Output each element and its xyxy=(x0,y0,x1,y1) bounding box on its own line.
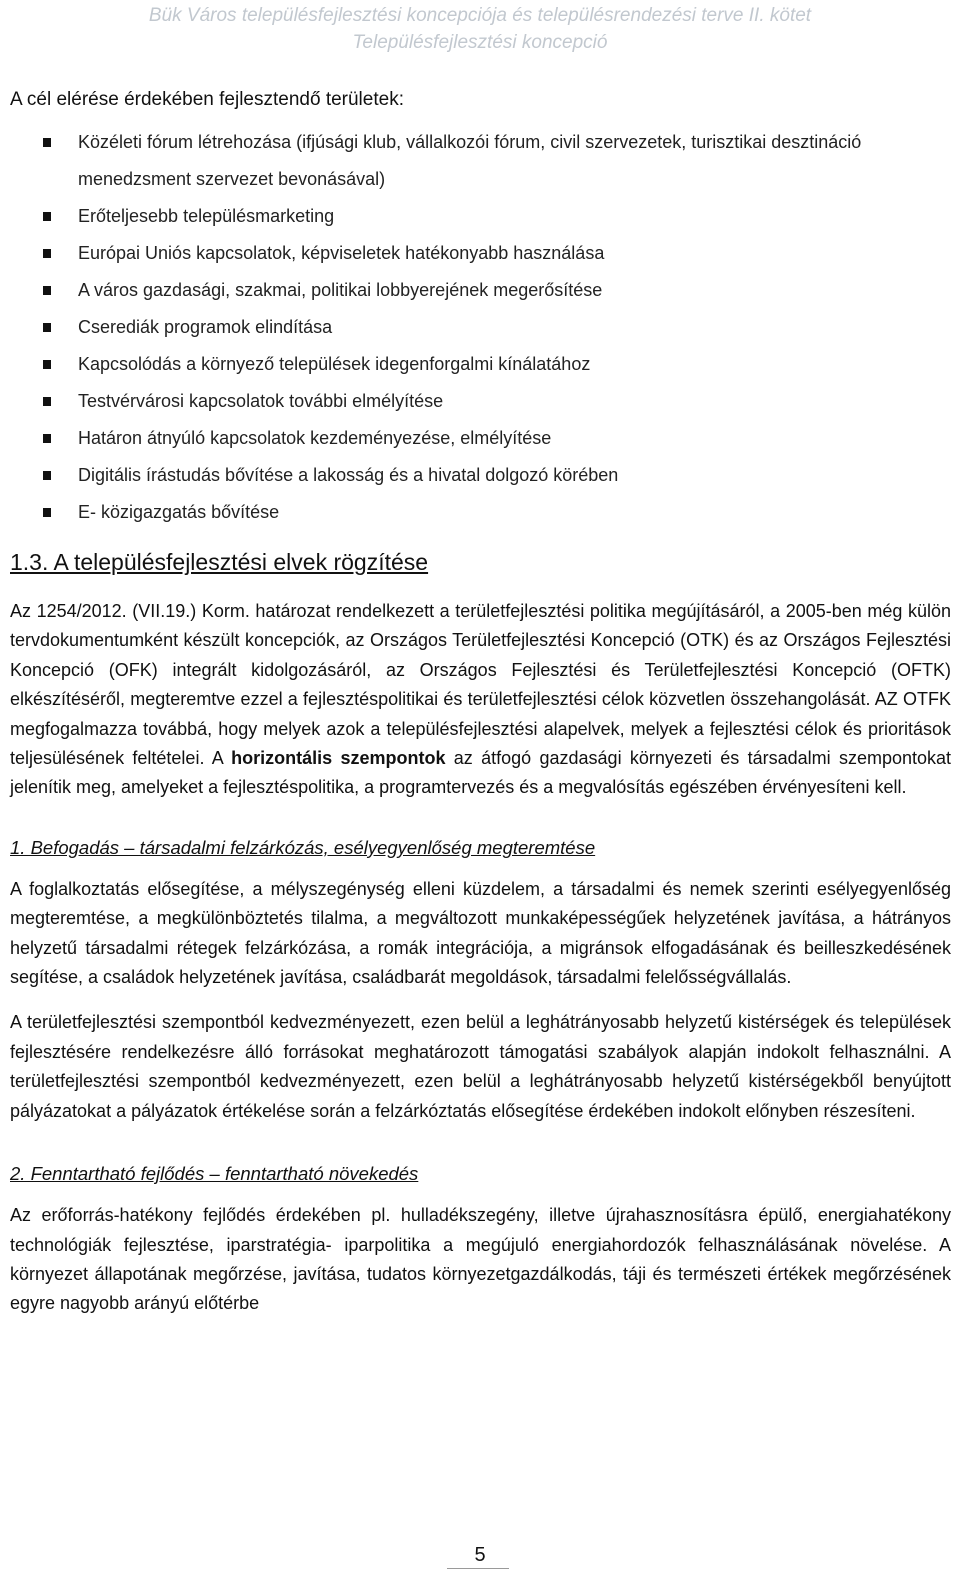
list-item-text: Kapcsolódás a környező települések idegenforgalmi kínálatához xyxy=(78,354,591,374)
page-number: 5 xyxy=(474,1544,486,1566)
square-bullet-icon xyxy=(43,360,51,369)
list-item xyxy=(10,272,951,309)
paragraph: A foglalkoztatás elősegítése, a mélyszegénység elleni küzdelem, a társadalmi és nemek szerinti esélyegyenlőség megteremtése, a megkülönböztetés tilalma, a megváltozott munkaképességűek helyzetének javítása, a hátrányos helyzetű társadalmi rétegek felzárkózása, a romák integrációja, a migránsok elfogadásának és beilleszkedésének segítése, a családok helyzetének javítása, családbarát megoldások, társadalmi felelősségvállalás. xyxy=(10,878,951,988)
section-heading: 1.3. A településfejlesztési elvek rögzítése xyxy=(10,549,429,575)
square-bullet-icon xyxy=(43,397,51,406)
square-bullet-icon xyxy=(43,286,51,295)
list-item-text: Közéleti fórum létrehozása (ifjúsági klub, vállalkozói fórum, civil szervezetek, turisztikai desztináció menedzsment szervezet bevonásával) xyxy=(78,132,862,189)
list-item xyxy=(10,309,951,346)
list-item xyxy=(10,235,951,272)
header-subtitle: Településfejlesztési koncepció xyxy=(352,32,608,53)
paragraph-text: Az 1254/2012. (VII.19.) Korm. határozat rendelkezett a területfejlesztési politika megújításáról, a 2005-ben még külön tervdokumentumként készült koncepciók, az Országos Területfejlesztési Koncepció (OTK) és az Országos Fejlesztési Koncepció (OFK) integrált kidolgozásáról, az Országos Fejlesztési és Területfejlesztési Koncepció (OFTK) elkészítéséről, megteremtve ezzel a fejlesztéspolitikai és területfejlesztési célok közvetlen összehangolását. AZ OTFK megfogalmazza továbbá, hogy melyek azok a településfejlesztési alapelvek, melyek a fejlesztési célok és prioritások teljesülésének feltételei. A xyxy=(10,601,951,769)
lead-text: A cél elérése érdekében fejlesztendő területek: xyxy=(10,89,404,110)
section-paragraph xyxy=(10,597,951,803)
list-item-text: Határon átnyúló kapcsolatok kezdeményezése, elmélyítése xyxy=(78,428,552,448)
list-item xyxy=(10,494,951,531)
subsection-heading: 1. Befogadás – társadalmi felzárkózás, esélyegyenlőség megteremtése xyxy=(10,836,596,858)
list-item xyxy=(10,420,951,457)
list-item xyxy=(10,124,951,198)
list-item-text: E- közigazgatás bővítése xyxy=(78,502,280,522)
bold-phrase: horizontális szempontok xyxy=(231,748,446,769)
paragraph-text: az átfogó gazdasági környezeti és társadalmi szempontokat jelenítik meg, amelyeket a fejlesztéspolitika, a programtervezés és a megvalósítás egészében érvényesíteni kell. xyxy=(10,748,952,798)
list-item-text: Digitális írástudás bővítése a lakosság és a hivatal dolgozó körében xyxy=(78,465,619,485)
list-item-text: Testvérvárosi kapcsolatok további elmélyítése xyxy=(78,391,444,411)
list-item xyxy=(10,383,951,420)
square-bullet-icon xyxy=(43,212,51,221)
list-item-text: Erőteljesebb településmarketing xyxy=(78,206,335,226)
square-bullet-icon xyxy=(43,249,51,258)
list-item xyxy=(10,457,951,494)
list-item-text: Cserediák programok elindítása xyxy=(78,317,333,337)
page-number-underline xyxy=(447,1568,509,1569)
square-bullet-icon xyxy=(43,508,51,517)
list-item xyxy=(10,198,951,235)
bullet-list xyxy=(10,124,951,531)
square-bullet-icon xyxy=(43,138,51,147)
square-bullet-icon xyxy=(43,434,51,443)
page-header xyxy=(0,2,960,56)
list-item xyxy=(10,346,951,383)
header-title: Bük Város településfejlesztési koncepciója és településrendezési terve II. kötet xyxy=(148,5,812,26)
square-bullet-icon xyxy=(43,471,51,480)
paragraph: Az erőforrás-hatékony fejlődés érdekében pl. hulladékszegény, illetve újrahasznosításra épülő, energiahatékony technológiák fejlesztése, iparstratégia- iparpolitika a megújuló energiahordozók felhasználásának növelése. A környezet állapotának megőrzése, javítása, tudatos környezetgazdálkodás, táji és természeti értékek megőrzésének egyre nagyobb arányú előtérbe xyxy=(10,1205,951,1314)
document-body xyxy=(10,82,951,1319)
subsection-heading: 2. Fenntartható fejlődés – fenntartható növekedés xyxy=(10,1163,419,1185)
list-item-text: A város gazdasági, szakmai, politikai lobbyerejének megerősítése xyxy=(78,280,603,300)
paragraph: A területfejlesztési szempontból kedvezményezett, ezen belül a leghátrányosabb helyzetű kistérségek és települések fejlesztésére rendelkezésre álló forrásokat meghatározott támogatási szabályok alapján indokolt felhasználni. A területfejlesztési szempontból kedvezményezett, ezen belül a leghátrányosabb helyzetű kistérségekből benyújtott pályázatokat a pályázatok értékelése során a felzárkóztatás elősegítése érdekében indokolt előnyben részesíteni. xyxy=(10,1012,951,1121)
list-item-text: Európai Uniós kapcsolatok, képviseletek hatékonyabb használása xyxy=(78,243,605,263)
square-bullet-icon xyxy=(43,323,51,332)
